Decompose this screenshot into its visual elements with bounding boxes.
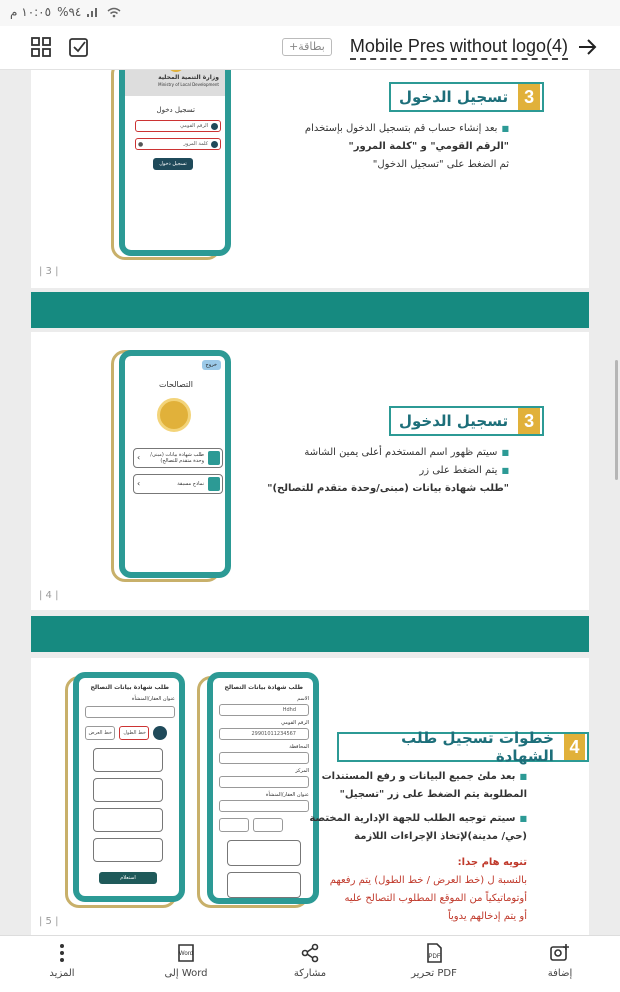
eye-icon: ● bbox=[138, 141, 144, 148]
upload-card bbox=[93, 838, 163, 862]
slide-separator-band bbox=[31, 292, 589, 328]
step-number: 3 bbox=[518, 84, 540, 110]
instruction-line: ■ سيتم ظهور اسم المستخدم أعلى يمين الشاشة bbox=[209, 444, 509, 462]
bottom-label: تحرير PDF bbox=[411, 968, 457, 979]
add-card-chip[interactable]: +بطاقة bbox=[282, 38, 332, 56]
card-label: نماذج مسبقة bbox=[177, 481, 204, 487]
word-icon bbox=[175, 942, 197, 964]
instruction-line: ■ بعد إنشاء حساب قم بتسجيل الدخول بإستخدام bbox=[249, 120, 509, 138]
select-checkbox-icon[interactable] bbox=[68, 36, 90, 58]
phone-mockup-form-b bbox=[73, 672, 185, 902]
instruction-line: ■ بعد ملئ جميع البيانات و رفع المستندات bbox=[287, 768, 527, 786]
more-icon bbox=[51, 942, 73, 964]
pdf-icon bbox=[423, 942, 445, 964]
signal-icon bbox=[87, 7, 101, 17]
add-button[interactable] bbox=[520, 942, 600, 979]
instruction-line: المطلوبة يتم الضغط على زر "تسجيل" bbox=[339, 789, 527, 800]
lng-field-mock bbox=[253, 818, 283, 832]
step-badge bbox=[389, 406, 544, 436]
step-badge bbox=[389, 82, 544, 112]
note-line: بالنسبة ل (خط العرض / خط الطول) يتم رفعهم bbox=[329, 875, 527, 886]
user-chip: خروج bbox=[202, 360, 222, 370]
lock-icon bbox=[211, 141, 218, 148]
page-number: | 5 | bbox=[39, 916, 59, 927]
slide-page-3 bbox=[31, 70, 589, 288]
upload-card bbox=[93, 808, 163, 832]
login-button-mock: تسجيل دخول bbox=[153, 158, 193, 170]
lat-field-mock bbox=[85, 726, 115, 740]
name-field-mock bbox=[219, 704, 309, 716]
national-id-field bbox=[135, 120, 221, 132]
top-toolbar bbox=[0, 26, 620, 70]
grid-view-icon[interactable] bbox=[30, 36, 52, 58]
step-title: تسجيل الدخول bbox=[399, 88, 509, 106]
instruction-line: ثم الضغط على "تسجيل الدخول" bbox=[372, 159, 509, 170]
step-title: خطوات تسجيل طلب الشهادة bbox=[401, 729, 554, 765]
lat-field-mock bbox=[219, 818, 249, 832]
location-icon bbox=[153, 726, 167, 740]
status-bar bbox=[0, 0, 620, 26]
step-description bbox=[249, 120, 509, 174]
clock: ١٠:٠٥ م bbox=[10, 5, 52, 19]
national-id-placeholder: الرقم القومي bbox=[180, 123, 208, 129]
upload-card bbox=[93, 748, 163, 772]
reconciliation-title: التصالحات bbox=[158, 380, 193, 389]
slide-page-5 bbox=[31, 658, 589, 935]
note-line: أوتوماتيكياً من الموقع المطلوب التصالح عليه bbox=[344, 893, 527, 904]
emblem-icon bbox=[157, 398, 191, 432]
address-label: عنوان العقار/المنشأة bbox=[265, 792, 309, 798]
more-button[interactable] bbox=[22, 942, 102, 979]
address-label: عنوان العقار/المنشأة bbox=[131, 696, 175, 702]
lng-field-mock bbox=[119, 726, 149, 740]
share-button[interactable] bbox=[270, 942, 350, 979]
note-line: أو يتم إدخالهم يدوياً bbox=[447, 911, 527, 922]
lng-label: خط الطول bbox=[123, 730, 146, 736]
to-word-button[interactable] bbox=[146, 942, 226, 979]
form-title: طلب شهادة بيانات التصالح bbox=[90, 684, 169, 691]
step-number: 4 bbox=[564, 734, 585, 760]
share-icon bbox=[299, 942, 321, 964]
instruction-line: (حي/ مدينة)لإتخاذ الإجراءات اللازمة bbox=[354, 831, 527, 842]
add-image-icon bbox=[549, 942, 571, 964]
svg-text:PDF: PDF bbox=[428, 954, 441, 960]
step-number: 3 bbox=[518, 408, 540, 434]
back-arrow-icon[interactable] bbox=[576, 36, 598, 58]
edit-pdf-button[interactable] bbox=[394, 942, 474, 979]
bottom-label: إضافة bbox=[547, 968, 573, 979]
governorate-label: المحافظة bbox=[289, 744, 309, 750]
password-placeholder: كلمة المرور bbox=[183, 141, 208, 147]
step-description bbox=[209, 444, 509, 498]
important-note bbox=[287, 854, 527, 926]
document-title[interactable]: Mobile Pres without logo(4) bbox=[350, 36, 568, 60]
submit-button-mock: استعلام bbox=[99, 872, 157, 884]
upload-card bbox=[93, 778, 163, 802]
page-number: | 4 | bbox=[39, 590, 59, 601]
slide-separator-band bbox=[31, 616, 589, 652]
note-title: تنويه هام جدا: bbox=[457, 857, 527, 868]
status-left bbox=[10, 5, 121, 19]
form-title: طلب شهادة بيانات التصالح bbox=[224, 684, 303, 691]
password-field bbox=[135, 138, 221, 150]
id-field-icon bbox=[211, 123, 218, 130]
lat-label: خط العرض bbox=[88, 730, 112, 736]
national-id-label: الرقم القومي bbox=[281, 720, 309, 726]
slide-page-4 bbox=[31, 332, 589, 610]
bottom-label: مشاركة bbox=[293, 968, 327, 979]
phone-mockup-login bbox=[119, 70, 231, 256]
login-title: تسجيل دخول bbox=[156, 106, 195, 114]
scrollbar-thumb[interactable] bbox=[615, 360, 618, 480]
card-label: طلب شهادة بيانات (مبنى/وحدة متقدم للتصالح) bbox=[150, 452, 204, 464]
bottom-label: إلى Word bbox=[164, 968, 208, 979]
instruction-line: ■ سيتم توجيه الطلب للجهة الإدارية المختصة bbox=[287, 810, 527, 828]
national-id-value: 29901011234567 bbox=[251, 731, 296, 737]
wifi-icon bbox=[107, 7, 121, 18]
address-field-mock bbox=[85, 706, 175, 718]
ministry-name: وزارة التنمية المحلية bbox=[158, 74, 219, 81]
instruction-line-bold: "طلب شهادة بيانات (مبنى/وحدة متقدم للتصالح)" bbox=[267, 483, 509, 494]
page-number: | 3 | bbox=[39, 266, 59, 277]
national-id-field-mock bbox=[219, 728, 309, 740]
governorate-select-mock bbox=[219, 752, 309, 764]
svg-text:Word: Word bbox=[178, 951, 194, 957]
battery-level: %٩٤ bbox=[57, 5, 82, 19]
chevron-left-icon: ‹ bbox=[137, 453, 141, 462]
ministry-name-en: Ministry of Local Development bbox=[158, 82, 219, 87]
step-title: تسجيل الدخول bbox=[399, 412, 509, 430]
instruction-line: ■ يتم الضغط على زر bbox=[209, 462, 509, 480]
bottom-label: المزيد bbox=[49, 968, 75, 979]
step-description bbox=[287, 768, 527, 846]
instruction-line-bold: "الرقم القومي" و "كلمة المرور" bbox=[348, 141, 509, 152]
name-label: الاسم bbox=[297, 696, 309, 702]
name-value: Hdhd bbox=[282, 707, 296, 713]
center-label: المركز bbox=[295, 768, 309, 774]
document-viewer[interactable] bbox=[0, 70, 620, 935]
bottom-action-bar bbox=[0, 935, 620, 992]
chevron-left-icon: ‹ bbox=[137, 479, 141, 488]
step-badge bbox=[337, 729, 589, 765]
